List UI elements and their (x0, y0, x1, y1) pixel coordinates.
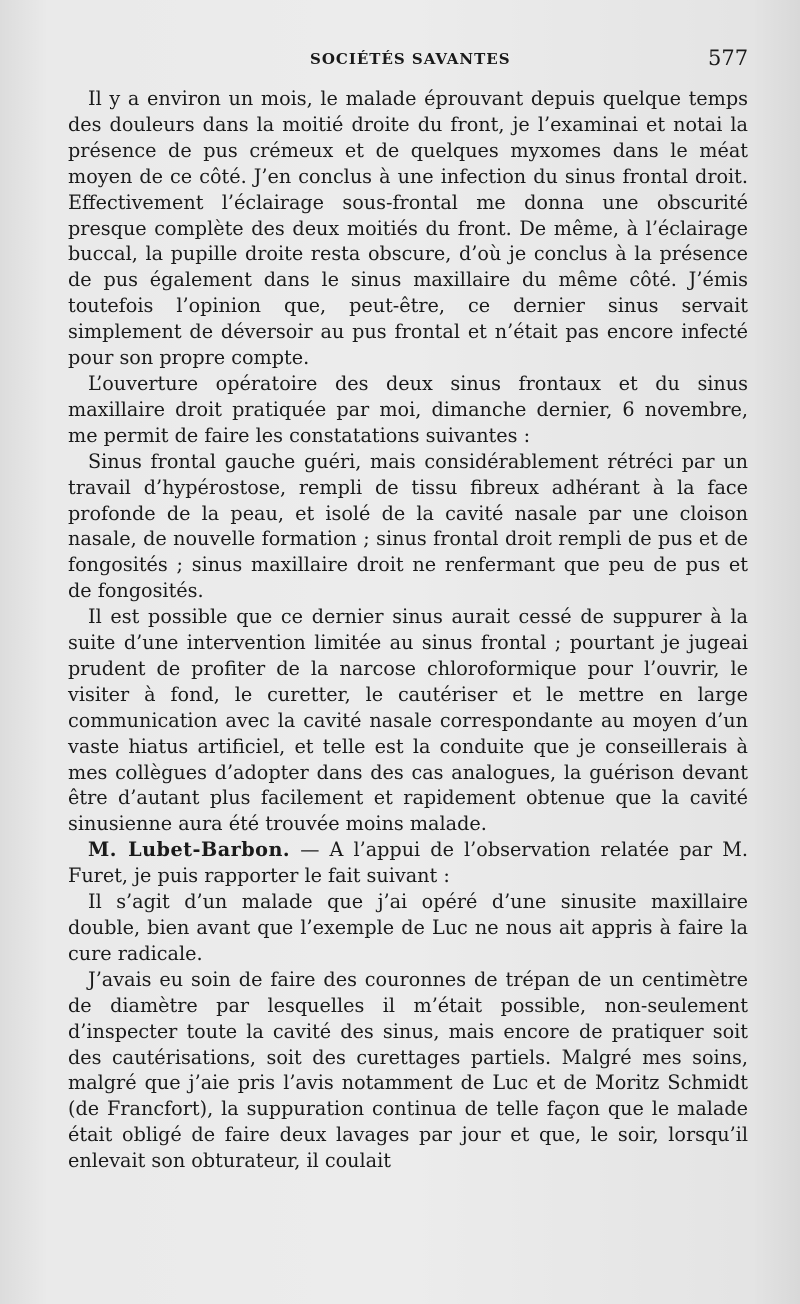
paragraph: Sinus frontal gauche guéri, mais considérablement rétréci par un travail d’hypérostose, rempli de tissu fibreux adhérant à la face profonde de la peau, et isolé de la cavité nasale par une cloison nasale, de nouvelle formation ; sinus frontal droit rempli de pus et de fongosités ; sinus maxillaire droit ne renfermant que peu de pus et de fongosités. (68, 449, 748, 603)
paragraph: Il s’agit d’un malade que j’ai opéré d’une sinusite maxillaire double, bien avant que l’exemple de Luc ne nous ait appris à faire la cure radicale. (68, 890, 748, 965)
paragraph: Il est possible que ce dernier sinus aurait cessé de suppurer à la suite d’une intervention limitée au sinus frontal ; pourtant je jugeai prudent de profiter de la narcose chloroformique pour l’ouvrir, le visiter à fond, le curetter, le cautériser et le mettre en large communication avec la cavité nasale correspondante au moyen d’un vaste hiatus artificiel, et telle est la conduite que je conseillerais à mes collègues d’adopter dans des cas analogues, la guérison devant être d’autant plus facilement et rapidement obtenue que la cavité sinusienne aura été trouvée moins malade. (68, 605, 748, 836)
page-header (0, 44, 800, 78)
body-text (68, 86, 748, 1174)
speaker-text: — A l’appui de l’observation relatée par M. Furet, je puis rapporter le fait suivant : (68, 838, 748, 888)
paragraph: J’avais eu soin de faire des couronnes de trépan de un centimètre de diamètre par lesquelles il m’était possible, non-seulement d’inspecter toute la cavité des sinus, mais encore de pratiquer soit des cautérisations, soit des curettages partiels. Malgré mes soins, malgré que j’aie pris l’avis notamment de Luc et de Moritz Schmidt (de Francfort), la suppuration continua de telle façon que le malade était obligé de faire deux lavages par jour et que, le soir, lorsqu’il enlevait son obturateur, il coulait (68, 967, 748, 1173)
speaker-paragraph (68, 837, 748, 889)
page-number: 577 (708, 46, 749, 70)
paragraph: Il y a environ un mois, le malade éprouvant depuis quelque temps des douleurs dans la moitié droite du front, je l’examinai et notai la présence de pus crémeux et de quelques myxomes dans le méat moyen de ce côté. J’en conclus à une infection du sinus frontal droit. Effectivement l’éclairage sous-frontal me donna une obscurité presque complète des deux moitiés du front. De même, à l’éclairage buccal, la pupille droite resta obscure, d’où je conclus à la présence de pus également dans le sinus maxillaire du même côté. J’émis toutefois l’opinion que, peut-être, ce dernier sinus servait simplement de déversoir au pus frontal et n’était pas encore infecté pour son propre compte. (68, 87, 748, 370)
paragraph: L’ouverture opératoire des deux sinus frontaux et du sinus maxillaire droit pratiquée par moi, dimanche dernier, 6 novembre, me permit de faire les constatations suivantes : (68, 371, 748, 447)
running-head: SOCIÉTÉS SAVANTES (310, 50, 511, 68)
speaker-name: M. Lubet-Barbon. (88, 838, 291, 862)
